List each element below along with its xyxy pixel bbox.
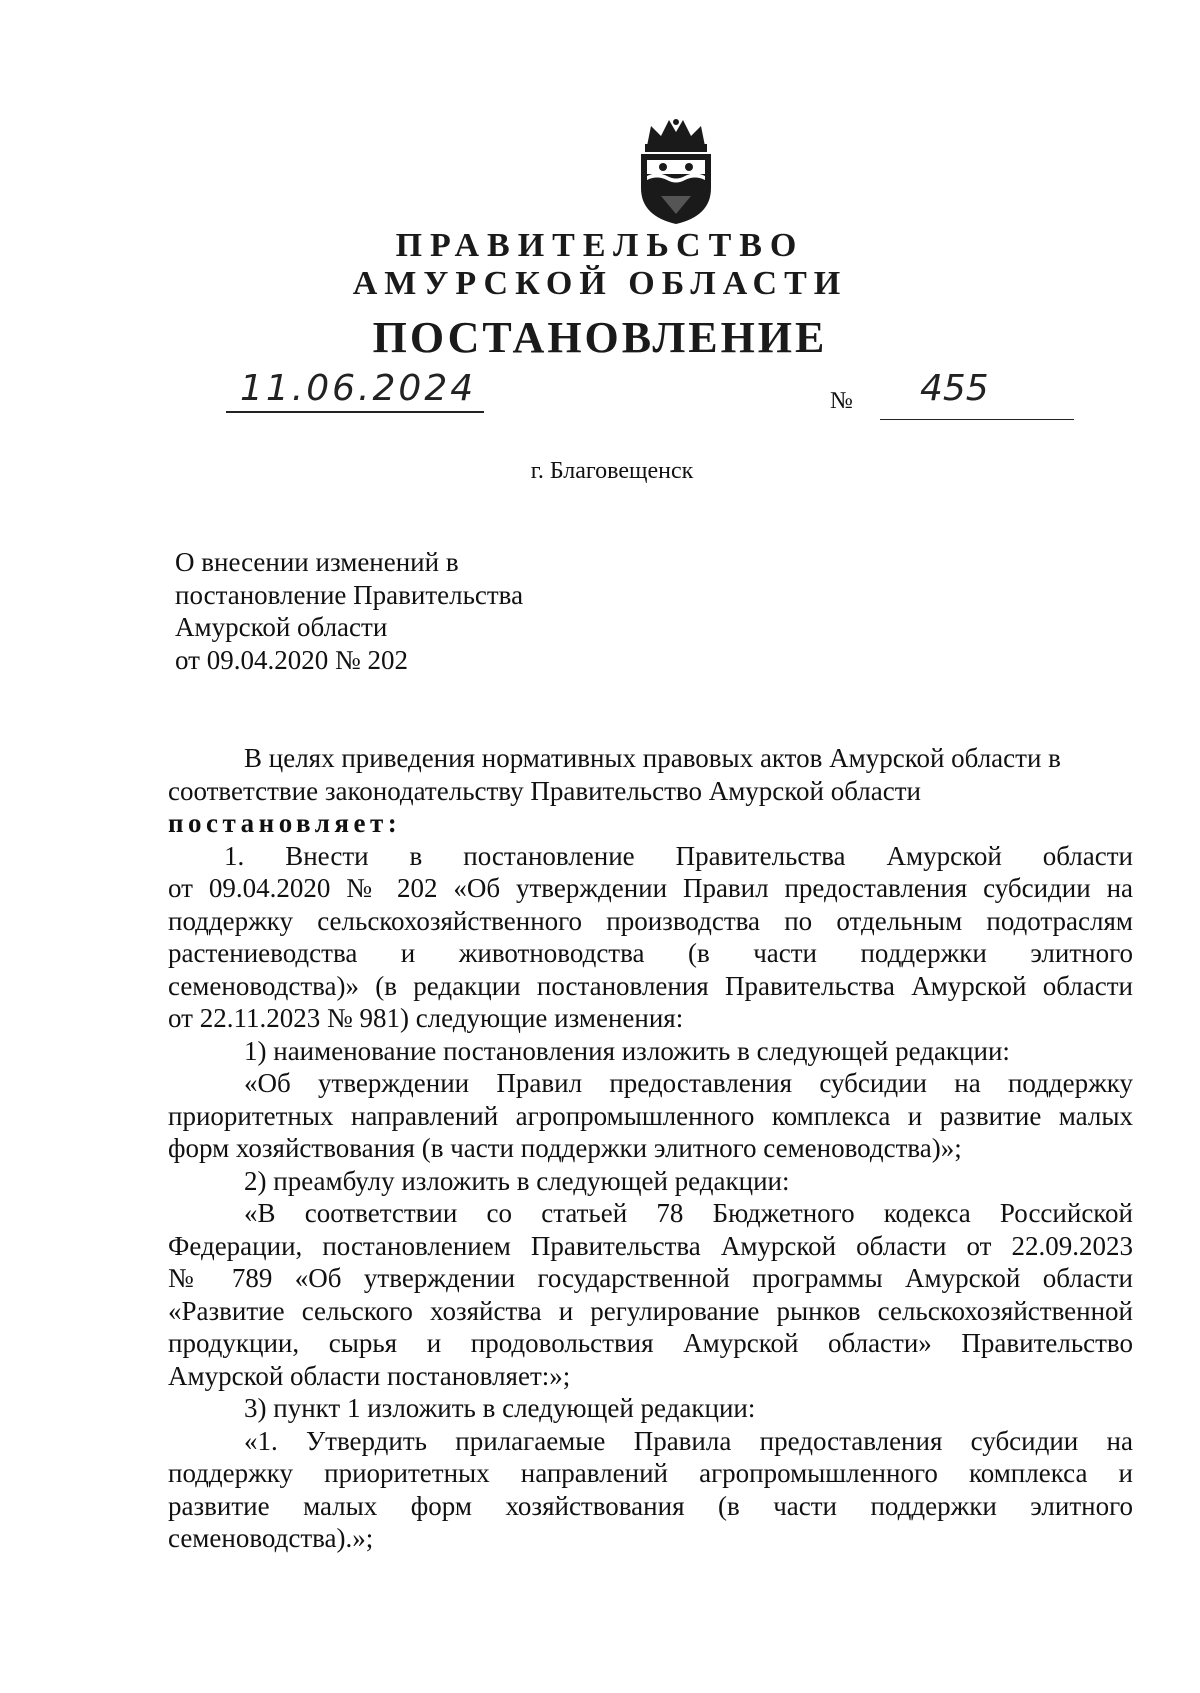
document-number — [880, 368, 1074, 416]
subitem-2-line: № 789 «Об утверждении государственной программы Амурской области — [168, 1263, 1133, 1293]
document-type-title: ПОСТАНОВЛЕНИЕ — [372, 313, 828, 362]
subitem-2-heading: 2) преамбулу изложить в следующей редакции: — [244, 1165, 790, 1196]
subject-block — [175, 546, 675, 676]
item-1-line: от 09.04.2020 № 202 «Об утверждении Правил предоставления субсидии на — [168, 873, 1133, 903]
document-body — [168, 742, 1133, 1555]
subitem-2-line: «Развитие сельского хозяйства и регулирование рынков сельскохозяйственной — [168, 1295, 1133, 1326]
subject-line: О внесении изменений в — [175, 547, 459, 577]
subitem-3-line: развитие малых форм хозяйствования (в части поддержки элитного — [168, 1490, 1133, 1521]
subject-line: постановление Правительства — [175, 579, 524, 610]
government-name-line2: АМУРСКОЙ ОБЛАСТИ — [352, 265, 848, 302]
subitem-2-line: Амурской области постановляет:»; — [168, 1360, 571, 1391]
government-name-line1: ПРАВИТЕЛЬСТВО — [395, 227, 805, 264]
subject-line: от 09.04.2020 № 202 — [175, 644, 408, 675]
subitem-3-line: «1. Утвердить прилагаемые Правила предоставления субсидии на — [244, 1425, 1133, 1456]
number-label: № — [830, 388, 853, 414]
subitem-3-line: семеноводства).»; — [168, 1523, 374, 1553]
document-date — [226, 368, 484, 416]
subitem-2-line: «В соответствии со статьей 78 Бюджетного кодекса Российской — [244, 1198, 1133, 1228]
subject-line: Амурской области — [175, 612, 388, 642]
subitem-2-line: Федерации, постановлением Правительства Амурской области от 22.09.2023 — [168, 1230, 1133, 1261]
number-underline — [880, 419, 1074, 420]
item-1-line: от 22.11.2023 № 981) следующие изменения: — [168, 1003, 684, 1033]
subitem-3-heading: 3) пункт 1 изложить в следующей редакции: — [244, 1393, 756, 1423]
preamble-line: соответствие законодательству Правительство Амурской области — [168, 775, 921, 806]
item-1-line: растениеводства и животноводства (в части поддержки элитного — [168, 938, 1133, 968]
date-underline — [226, 411, 484, 413]
item-1-line: семеноводства)» (в редакции постановления Правительства Амурской области — [168, 970, 1133, 1001]
item-1-line: 1. Внести в постановление Правительства Амурской области — [224, 840, 1133, 871]
subitem-3-line: поддержку приоритетных направлений агропромышленного комплекса и — [168, 1458, 1133, 1488]
city-name: г. Благовещенск — [530, 458, 694, 484]
subitem-1-line: приоритетных направлений агропромышленного комплекса и развитие малых — [168, 1100, 1133, 1131]
handwritten-number: 455 — [920, 368, 989, 409]
coat-of-arms-icon — [633, 116, 719, 226]
subitem-1-line: «Об утверждении Правил предоставления субсидии на поддержку — [244, 1068, 1133, 1098]
decree-word: постановляет: — [168, 808, 402, 838]
item-1-line: поддержку сельскохозяйственного производства по отдельным подотраслям — [168, 905, 1133, 936]
subitem-2-line: продукции, сырья и продовольствия Амурской области» Правительство — [168, 1328, 1133, 1358]
preamble-line: В целях приведения нормативных правовых актов Амурской области в — [244, 743, 1061, 773]
subitem-1-line: форм хозяйствования (в части поддержки элитного семеноводства)»; — [168, 1133, 962, 1163]
subitem-1-heading: 1) наименование постановления изложить в следующей редакции: — [244, 1035, 1010, 1066]
handwritten-date: 11.06.2024 — [240, 368, 477, 409]
